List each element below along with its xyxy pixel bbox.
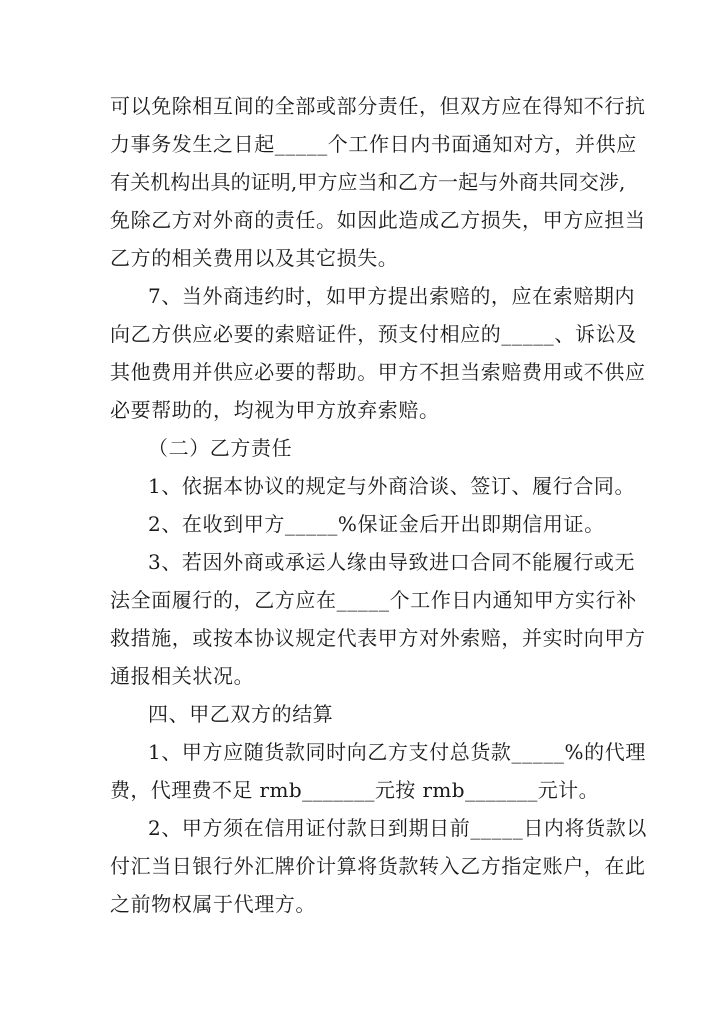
text-line: 必要帮助的，均视为甲方放弃索赔。 <box>110 398 440 422</box>
section-heading: （二）乙方责任 <box>148 436 293 460</box>
text-line: 免除乙方对外商的责任。如因此造成乙方损失，甲方应担当 <box>110 208 646 232</box>
text-line: 付汇当日银行外汇牌价计算将货款转入乙方指定账户，在此 <box>110 854 646 878</box>
text-line: 向乙方供应必要的索赔证件，预支付相应的_____、诉讼及 <box>110 322 637 346</box>
text-line: 有关机构出具的证明,甲方应当和乙方一起与外商共同交涉, <box>110 170 626 194</box>
text-line: 法全面履行的，乙方应在_____个工作日内通知甲方实行补 <box>110 588 637 612</box>
text-line: 其他费用并供应必要的帮助。甲方不担当索赔费用或不供应 <box>110 360 646 384</box>
text-line: 7、当外商违约时，如甲方提出索赔的，应在索赔期内 <box>148 284 636 308</box>
text-line: 可以免除相互间的全部或部分责任，但双方应在得知不行抗 <box>110 94 646 118</box>
section-heading: 四、甲乙双方的结算 <box>148 702 334 726</box>
text-line: 1、甲方应随货款同时向乙方支付总货款_____%的代理 <box>148 740 646 764</box>
text-line: 1、依据本协议的规定与外商洽谈、签订、履行合同。 <box>148 474 636 498</box>
text-line: 2、甲方须在信用证付款日到期日前_____日内将货款以 <box>148 816 647 840</box>
text-line: 2、在收到甲方_____%保证金后开出即期信用证。 <box>148 512 605 536</box>
text-line: 乙方的相关费用以及其它损失。 <box>110 246 399 270</box>
text-line: 3、若因外商或承运人缘由导致进口合同不能履行或无 <box>148 550 636 574</box>
text-line: 力事务发生之日起_____个工作日内书面通知对方，并供应 <box>110 132 637 156</box>
text-line: 通报相关状况。 <box>110 664 255 688</box>
text-line: 费，代理费不足 rmb_______元按 rmb_______元计。 <box>110 778 599 802</box>
text-line: 救措施，或按本协议规定代表甲方对外索赔，并实时向甲方 <box>110 626 646 650</box>
text-line: 之前物权属于代理方。 <box>110 892 316 916</box>
